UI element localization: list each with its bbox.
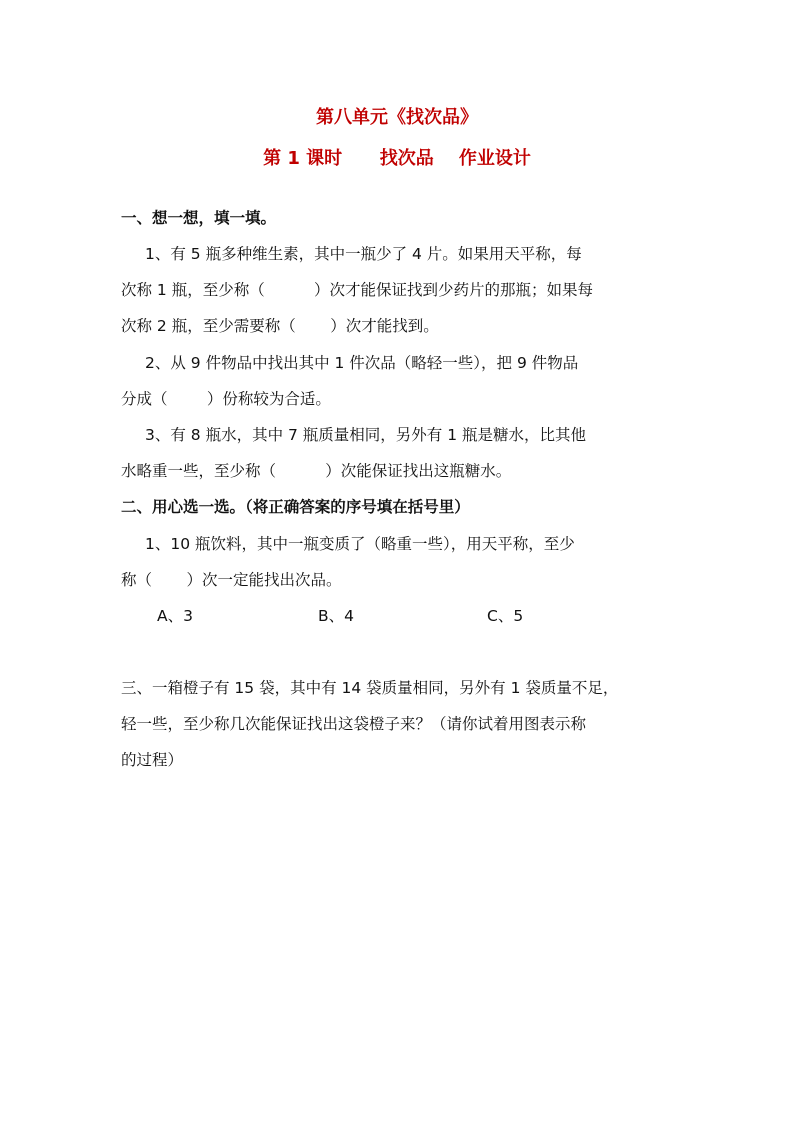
option-a: A、3 <box>157 607 193 625</box>
question-1-2-line-2: 分成（ ）份称较为合适。 <box>121 390 331 408</box>
question-1-1-line-1: 1、有 5 瓶多种维生素，其中一瓶少了 4 片。如果用天平称，每 <box>145 245 582 263</box>
option-c: C、5 <box>487 607 524 625</box>
option-b: B、4 <box>318 607 354 625</box>
section-1-heading: 一、想一想，填一填。 <box>121 209 277 227</box>
question-2-1-line-2: 称（ ）次一定能找出次品。 <box>121 571 342 589</box>
question-1-3-line-1: 3、有 8 瓶水，其中 7 瓶质量相同，另外有 1 瓶是糖水，比其他 <box>145 426 587 444</box>
question-1-3-line-2: 水略重一些，至少称（ ）次能保证找出这瓶糖水。 <box>121 462 512 480</box>
section-2-heading: 二、用心选一选。（将正确答案的序号填在括号里） <box>121 498 470 516</box>
question-2-1-line-1: 1、10 瓶饮料，其中一瓶变质了（略重一些），用天平称，至少 <box>145 535 575 553</box>
question-1-2-line-1: 2、从 9 件物品中找出其中 1 件次品（略轻一些），把 9 件物品 <box>145 354 579 372</box>
page-subtitle: 第 1 课时 找次品 作业设计 <box>263 148 531 169</box>
section-3-line-1: 三、一箱橙子有 15 袋，其中有 14 袋质量相同，另外有 1 袋质量不足， <box>121 679 619 697</box>
page-title: 第八单元《找次品》 <box>316 107 478 128</box>
question-1-1-line-2: 次称 1 瓶，至少称（ ）次才能保证找到少药片的那瓶；如果每 <box>121 281 593 299</box>
question-1-1-line-3: 次称 2 瓶，至少需要称（ ）次才能找到。 <box>121 317 439 335</box>
section-3-line-2: 轻一些，至少称几次能保证找出这袋橙子来？（请你试着用图表示称 <box>121 715 587 733</box>
section-3-line-3: 的过程） <box>121 751 184 769</box>
